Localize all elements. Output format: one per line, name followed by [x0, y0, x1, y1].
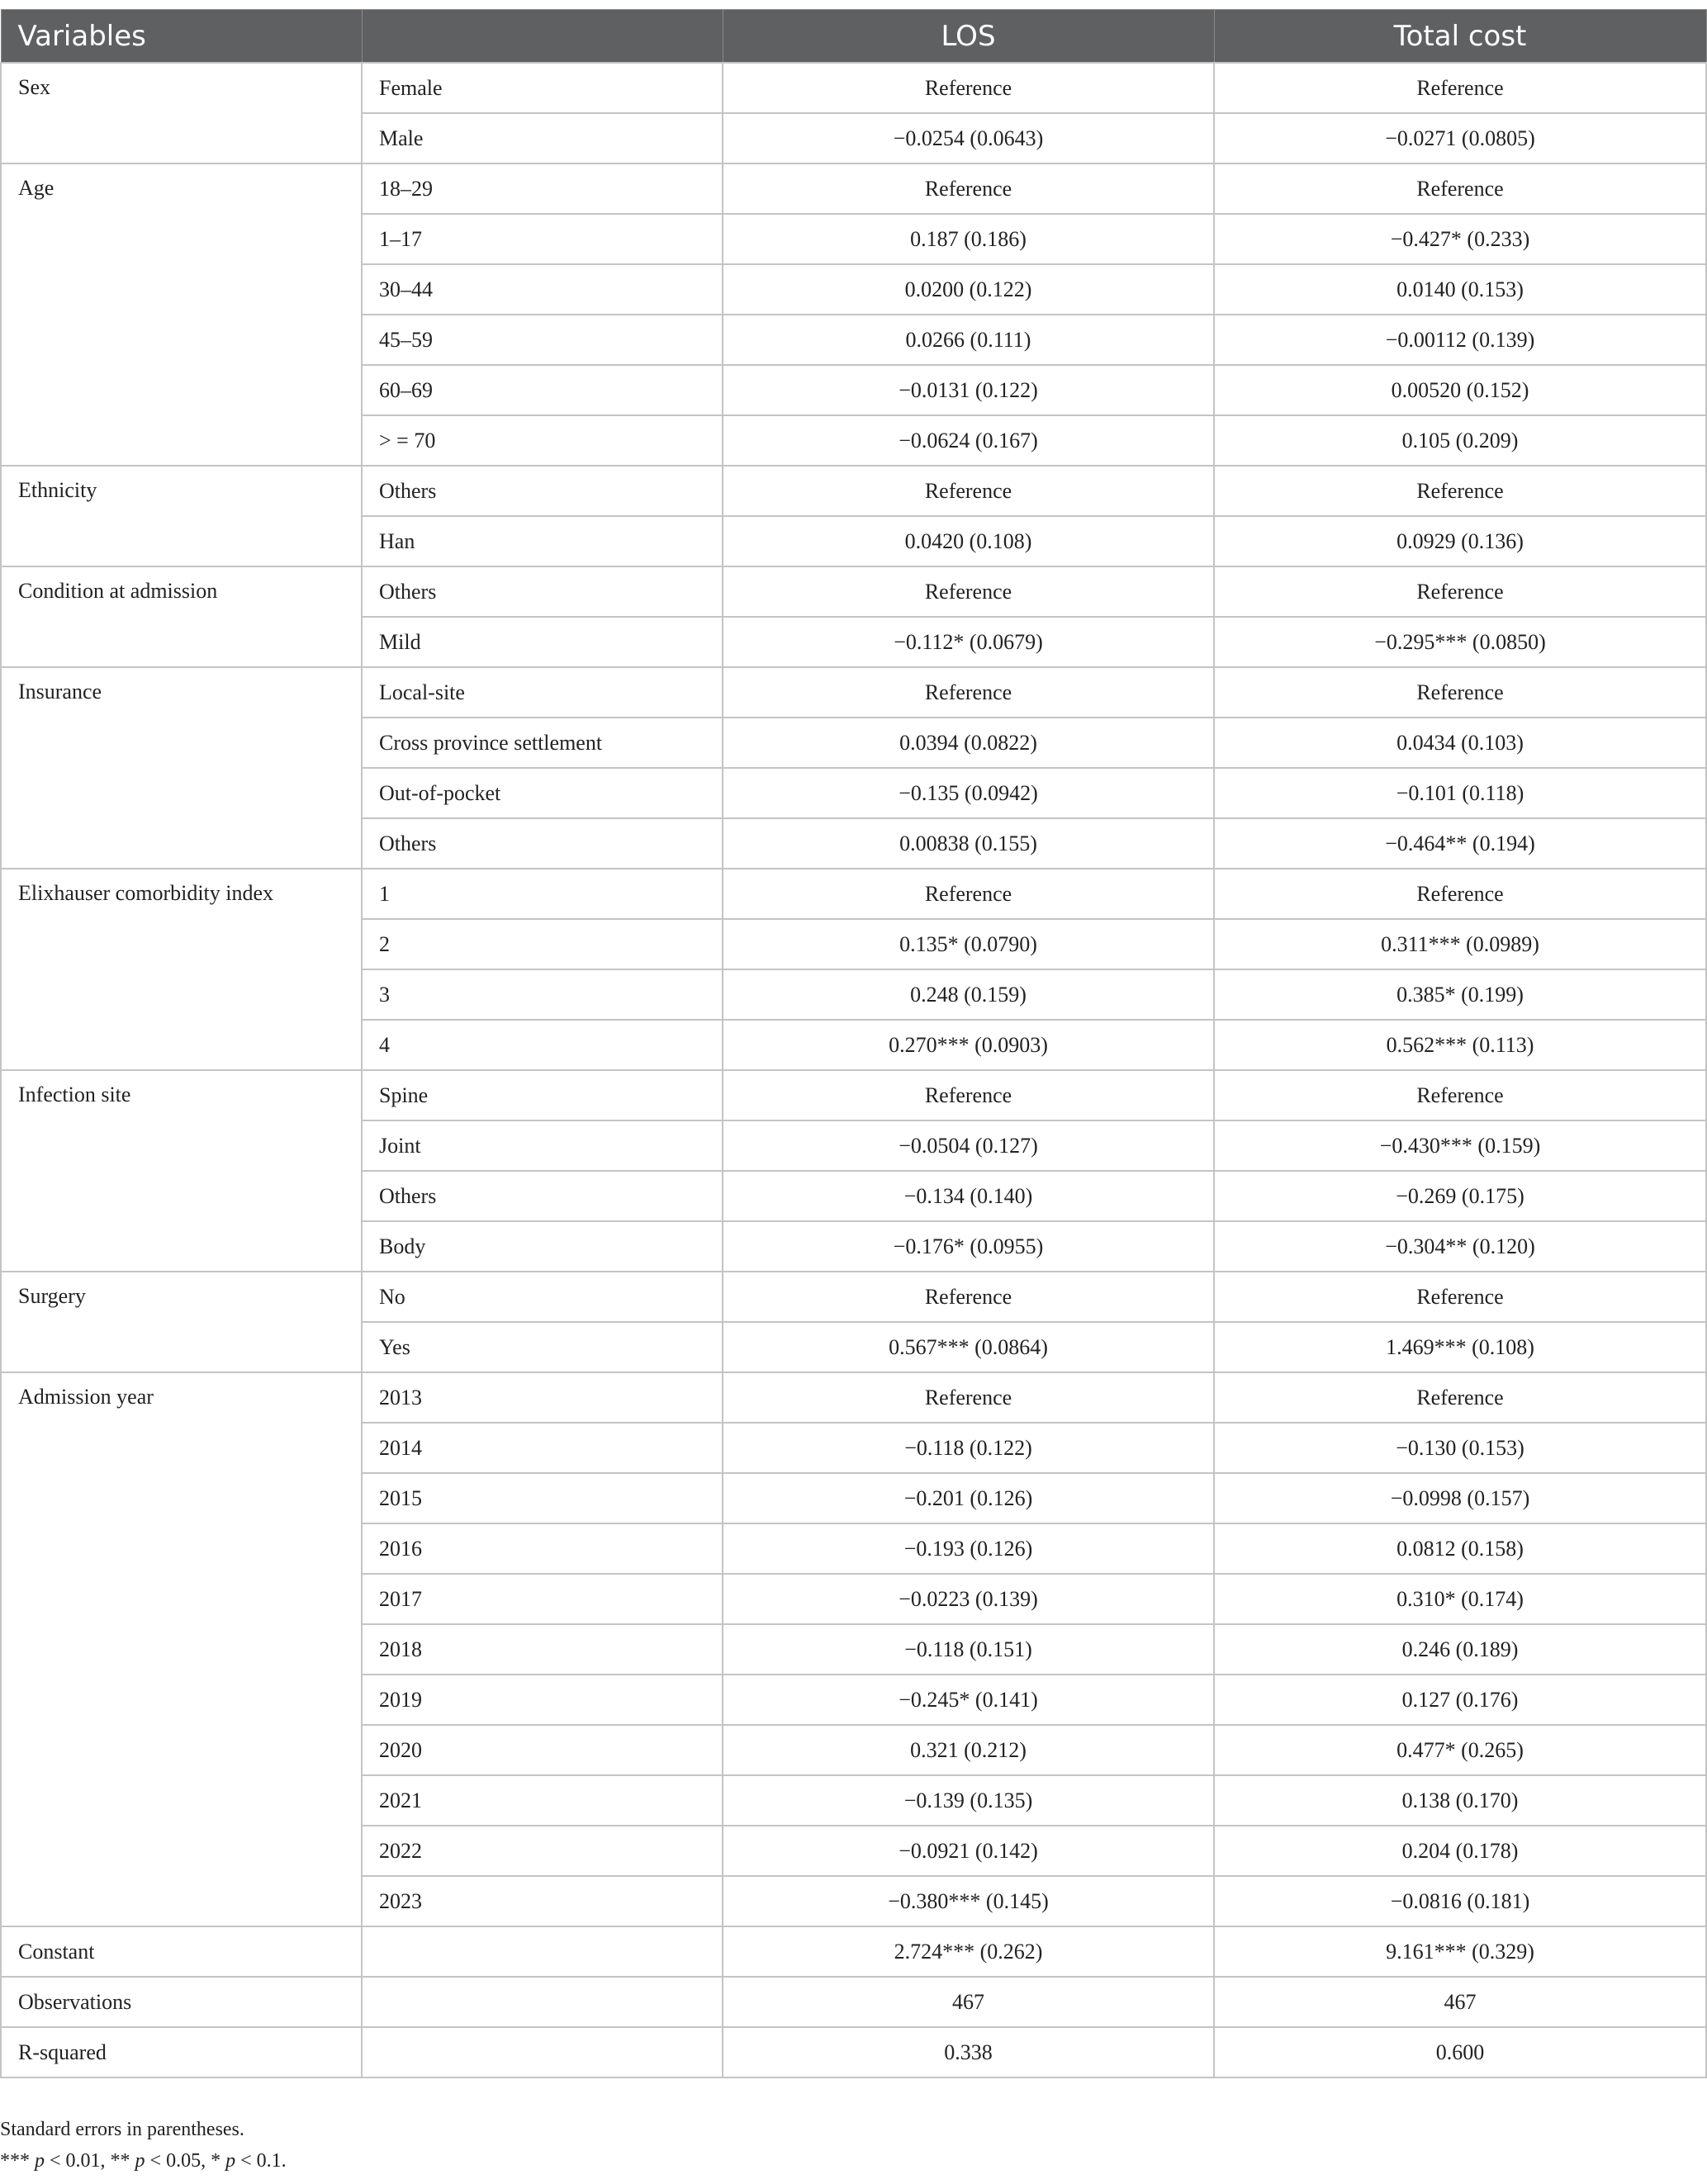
- level-cell: Others: [362, 566, 723, 617]
- regression-table: [0, 9, 1707, 2078]
- level-cell: Joint: [362, 1120, 723, 1171]
- table-row: [1, 63, 1706, 113]
- variable-cell: Infection site: [1, 1070, 362, 1272]
- table-row: [1, 466, 1706, 516]
- header-los: LOS: [723, 10, 1214, 64]
- los-cell: −0.193 (0.126): [723, 1523, 1214, 1574]
- level-cell: 2019: [362, 1675, 723, 1725]
- los-cell: 0.0200 (0.122): [723, 264, 1214, 315]
- los-cell: −0.245* (0.141): [723, 1675, 1214, 1725]
- level-cell: Female: [362, 63, 723, 113]
- los-cell: 0.248 (0.159): [723, 969, 1214, 1020]
- los-cell: −0.201 (0.126): [723, 1473, 1214, 1523]
- los-cell: Reference: [723, 1272, 1214, 1322]
- los-cell: Reference: [723, 566, 1214, 617]
- level-cell: 30–44: [362, 264, 723, 315]
- variable-cell: Observations: [1, 1977, 362, 2027]
- total-cost-cell: 1.469*** (0.108): [1214, 1322, 1706, 1372]
- header-level: [362, 10, 723, 64]
- total-cost-cell: 0.0434 (0.103): [1214, 718, 1706, 768]
- table-row: [1, 667, 1706, 718]
- level-cell: Out-of-pocket: [362, 768, 723, 818]
- total-cost-cell: Reference: [1214, 1070, 1706, 1120]
- level-cell: 4: [362, 1020, 723, 1070]
- los-cell: −0.380*** (0.145): [723, 1876, 1214, 1926]
- total-cost-cell: 0.385* (0.199): [1214, 969, 1706, 1020]
- table-row: [1, 566, 1706, 617]
- table-row: [1, 1070, 1706, 1120]
- los-cell: −0.0504 (0.127): [723, 1120, 1214, 1171]
- level-cell: 2014: [362, 1423, 723, 1473]
- total-cost-cell: 0.477* (0.265): [1214, 1725, 1706, 1775]
- total-cost-cell: −0.00112 (0.139): [1214, 315, 1706, 365]
- variable-cell: Elixhauser comorbidity index: [1, 869, 362, 1070]
- p-note-3: * p < 0.1.: [211, 2150, 287, 2172]
- los-cell: 0.0420 (0.108): [723, 516, 1214, 566]
- table-row: [1, 869, 1706, 919]
- los-cell: −0.135 (0.0942): [723, 768, 1214, 818]
- total-cost-cell: −0.427* (0.233): [1214, 214, 1706, 264]
- total-cost-cell: −0.269 (0.175): [1214, 1171, 1706, 1221]
- total-cost-cell: Reference: [1214, 667, 1706, 718]
- level-cell: 45–59: [362, 315, 723, 365]
- table-row: [1, 1272, 1706, 1322]
- table-row: [1, 1372, 1706, 1423]
- los-cell: Reference: [723, 1070, 1214, 1120]
- level-cell: Spine: [362, 1070, 723, 1120]
- level-cell: 2015: [362, 1473, 723, 1523]
- los-cell: 0.338: [723, 2027, 1214, 2077]
- level-cell: 2: [362, 919, 723, 969]
- total-cost-cell: 0.310* (0.174): [1214, 1574, 1706, 1624]
- total-cost-cell: 0.311*** (0.0989): [1214, 919, 1706, 969]
- los-cell: −0.118 (0.151): [723, 1624, 1214, 1675]
- los-cell: 2.724*** (0.262): [723, 1926, 1214, 1977]
- level-cell: 2017: [362, 1574, 723, 1624]
- los-cell: 0.00838 (0.155): [723, 818, 1214, 869]
- level-cell: Body: [362, 1221, 723, 1272]
- variable-cell: Age: [1, 163, 362, 466]
- los-cell: −0.0254 (0.0643): [723, 113, 1214, 163]
- los-cell: 0.187 (0.186): [723, 214, 1214, 264]
- level-cell: Local-site: [362, 667, 723, 718]
- total-cost-cell: 467: [1214, 1977, 1706, 2027]
- los-cell: 0.135* (0.0790): [723, 919, 1214, 969]
- los-cell: 467: [723, 1977, 1214, 2027]
- footnote-p-values: [0, 2150, 287, 2172]
- summary-row: [1, 2027, 1706, 2077]
- level-cell: 2016: [362, 1523, 723, 1574]
- los-cell: −0.0131 (0.122): [723, 365, 1214, 415]
- los-cell: −0.176* (0.0955): [723, 1221, 1214, 1272]
- empty-cell: [362, 1926, 723, 1977]
- footnote-standard-errors: Standard errors in parentheses.: [0, 2119, 244, 2140]
- total-cost-cell: 0.600: [1214, 2027, 1706, 2077]
- level-cell: Male: [362, 113, 723, 163]
- total-cost-cell: Reference: [1214, 163, 1706, 214]
- header-variables: Variables: [1, 10, 362, 64]
- total-cost-cell: 0.0140 (0.153): [1214, 264, 1706, 315]
- total-cost-cell: 9.161*** (0.329): [1214, 1926, 1706, 1977]
- level-cell: Others: [362, 818, 723, 869]
- los-cell: −0.139 (0.135): [723, 1775, 1214, 1826]
- total-cost-cell: Reference: [1214, 466, 1706, 516]
- los-cell: −0.0921 (0.142): [723, 1826, 1214, 1876]
- p-note-2: ** p < 0.05,: [110, 2150, 211, 2172]
- los-cell: Reference: [723, 63, 1214, 113]
- total-cost-cell: 0.0812 (0.158): [1214, 1523, 1706, 1574]
- los-cell: Reference: [723, 869, 1214, 919]
- variable-cell: Sex: [1, 63, 362, 163]
- variable-cell: Ethnicity: [1, 466, 362, 566]
- header-row: [1, 10, 1706, 64]
- total-cost-cell: 0.127 (0.176): [1214, 1675, 1706, 1725]
- total-cost-cell: Reference: [1214, 63, 1706, 113]
- level-cell: 2020: [362, 1725, 723, 1775]
- variable-cell: Admission year: [1, 1372, 362, 1926]
- level-cell: 2022: [362, 1826, 723, 1876]
- total-cost-cell: −0.464** (0.194): [1214, 818, 1706, 869]
- level-cell: 2013: [362, 1372, 723, 1423]
- total-cost-cell: 0.00520 (0.152): [1214, 365, 1706, 415]
- level-cell: 1: [362, 869, 723, 919]
- los-cell: Reference: [723, 163, 1214, 214]
- level-cell: Others: [362, 466, 723, 516]
- level-cell: Cross province settlement: [362, 718, 723, 768]
- level-cell: 3: [362, 969, 723, 1020]
- total-cost-cell: 0.138 (0.170): [1214, 1775, 1706, 1826]
- summary-row: [1, 1926, 1706, 1977]
- variable-cell: Constant: [1, 1926, 362, 1977]
- level-cell: Han: [362, 516, 723, 566]
- total-cost-cell: Reference: [1214, 1372, 1706, 1423]
- variable-cell: Insurance: [1, 667, 362, 869]
- empty-cell: [362, 2027, 723, 2077]
- level-cell: 60–69: [362, 365, 723, 415]
- los-cell: 0.0394 (0.0822): [723, 718, 1214, 768]
- los-cell: −0.118 (0.122): [723, 1423, 1214, 1473]
- total-cost-cell: −0.304** (0.120): [1214, 1221, 1706, 1272]
- level-cell: 1–17: [362, 214, 723, 264]
- total-cost-cell: −0.0816 (0.181): [1214, 1876, 1706, 1926]
- los-cell: Reference: [723, 466, 1214, 516]
- level-cell: 2018: [362, 1624, 723, 1675]
- variable-cell: R-squared: [1, 2027, 362, 2077]
- los-cell: 0.270*** (0.0903): [723, 1020, 1214, 1070]
- level-cell: 2021: [362, 1775, 723, 1826]
- los-cell: Reference: [723, 1372, 1214, 1423]
- los-cell: 0.567*** (0.0864): [723, 1322, 1214, 1372]
- total-cost-cell: 0.204 (0.178): [1214, 1826, 1706, 1876]
- total-cost-cell: 0.0929 (0.136): [1214, 516, 1706, 566]
- empty-cell: [362, 1977, 723, 2027]
- variable-cell: Condition at admission: [1, 566, 362, 667]
- header-total-cost: Total cost: [1214, 10, 1706, 64]
- level-cell: 18–29: [362, 163, 723, 214]
- variable-cell: Surgery: [1, 1272, 362, 1372]
- table-row: [1, 163, 1706, 214]
- level-cell: No: [362, 1272, 723, 1322]
- total-cost-cell: −0.430*** (0.159): [1214, 1120, 1706, 1171]
- los-cell: 0.321 (0.212): [723, 1725, 1214, 1775]
- los-cell: −0.0223 (0.139): [723, 1574, 1214, 1624]
- table-body: [1, 63, 1706, 2077]
- level-cell: Mild: [362, 617, 723, 667]
- total-cost-cell: −0.0271 (0.0805): [1214, 113, 1706, 163]
- total-cost-cell: −0.130 (0.153): [1214, 1423, 1706, 1473]
- los-cell: Reference: [723, 667, 1214, 718]
- level-cell: 2023: [362, 1876, 723, 1926]
- level-cell: Others: [362, 1171, 723, 1221]
- summary-row: [1, 1977, 1706, 2027]
- level-cell: > = 70: [362, 415, 723, 466]
- los-cell: 0.0266 (0.111): [723, 315, 1214, 365]
- total-cost-cell: Reference: [1214, 1272, 1706, 1322]
- total-cost-cell: −0.101 (0.118): [1214, 768, 1706, 818]
- total-cost-cell: −0.295*** (0.0850): [1214, 617, 1706, 667]
- total-cost-cell: Reference: [1214, 869, 1706, 919]
- total-cost-cell: 0.562*** (0.113): [1214, 1020, 1706, 1070]
- level-cell: Yes: [362, 1322, 723, 1372]
- los-cell: −0.0624 (0.167): [723, 415, 1214, 466]
- total-cost-cell: −0.0998 (0.157): [1214, 1473, 1706, 1523]
- total-cost-cell: 0.105 (0.209): [1214, 415, 1706, 466]
- los-cell: −0.134 (0.140): [723, 1171, 1214, 1221]
- los-cell: −0.112* (0.0679): [723, 617, 1214, 667]
- total-cost-cell: Reference: [1214, 566, 1706, 617]
- total-cost-cell: 0.246 (0.189): [1214, 1624, 1706, 1675]
- p-note-1: *** p < 0.01,: [0, 2150, 111, 2172]
